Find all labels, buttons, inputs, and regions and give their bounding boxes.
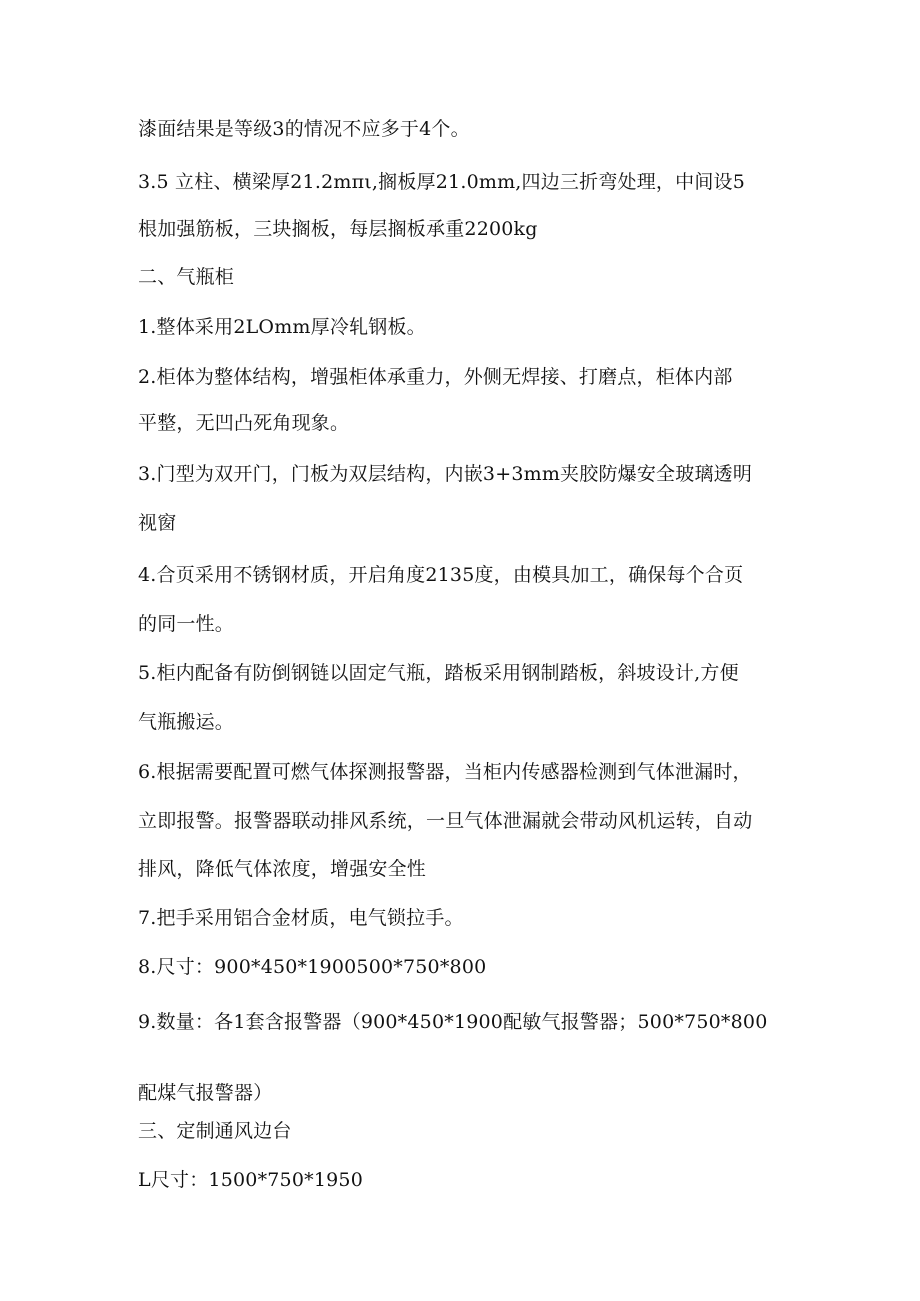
text-line-item-2-continued: 平整，无凹凸死角现象。 — [138, 412, 350, 434]
text-line-item-4: 4.合页采用不锈钢材质，开启角度2135度，由模具加工，确保每个合页 — [138, 564, 744, 586]
section-heading-ventilation-side-table: 三、定制通风边台 — [138, 1120, 292, 1142]
text-line-item-4-continued: 的同一性。 — [138, 613, 235, 635]
text-line-item-7: 7.把手采用铝合金材质，电气锁拉手。 — [138, 907, 464, 929]
text-line-item-5: 5.柜内配备有防倒钢链以固定气瓶，踏板采用钢制踏板，斜坡设计,方便 — [138, 662, 739, 684]
text-line-item-6-continued-2: 排风，降低气体浓度，增强安全性 — [138, 858, 427, 880]
text-line-item-8: 8.尺寸：900*450*1900500*750*800 — [138, 956, 487, 978]
text-line-item-2: 2.柜体为整体结构，增强柜体承重力，外侧无焊接、打磨点，柜体内部 — [138, 366, 733, 388]
text-line-size: L尺寸：1500*750*1950 — [138, 1169, 363, 1191]
text-line-item-3-continued: 视窗 — [138, 512, 177, 534]
text-line-item-9: 9.数量：各1套含报警器（900*450*1900配敏气报警器；500*750*800 — [138, 1011, 768, 1033]
text-line-item-9-continued: 配煤气报警器） — [138, 1082, 273, 1104]
section-heading-gas-cabinet: 二、气瓶柜 — [138, 266, 235, 288]
text-line-paint-result: 漆面结果是等级3的情况不应多于4个。 — [138, 118, 470, 140]
text-line-item-5-continued: 气瓶搬运。 — [138, 711, 235, 733]
text-line-item-6-continued-1: 立即报警。报警器联动排风系统，一旦气体泄漏就会带动风机运转，自动 — [138, 810, 753, 832]
text-line-3-5-continued: 根加强筋板，三块搁板，每层搁板承重2200kg — [138, 218, 538, 240]
text-line-item-3: 3.门型为双开门，门板为双层结构，内嵌3+3mm夹胶防爆安全玻璃透明 — [138, 463, 753, 485]
text-line-3-5-thickness: 3.5 立柱、横梁厚21.2mπι,搁板厚21.0mm,四边三折弯处理，中间设5 — [138, 171, 746, 193]
text-line-item-1: 1.整体采用2LOmm厚冷轧钢板。 — [138, 316, 426, 338]
text-line-item-6: 6.根据需要配置可燃气体探测报警器，当柜内传感器检测到气体泄漏时， — [138, 761, 752, 783]
